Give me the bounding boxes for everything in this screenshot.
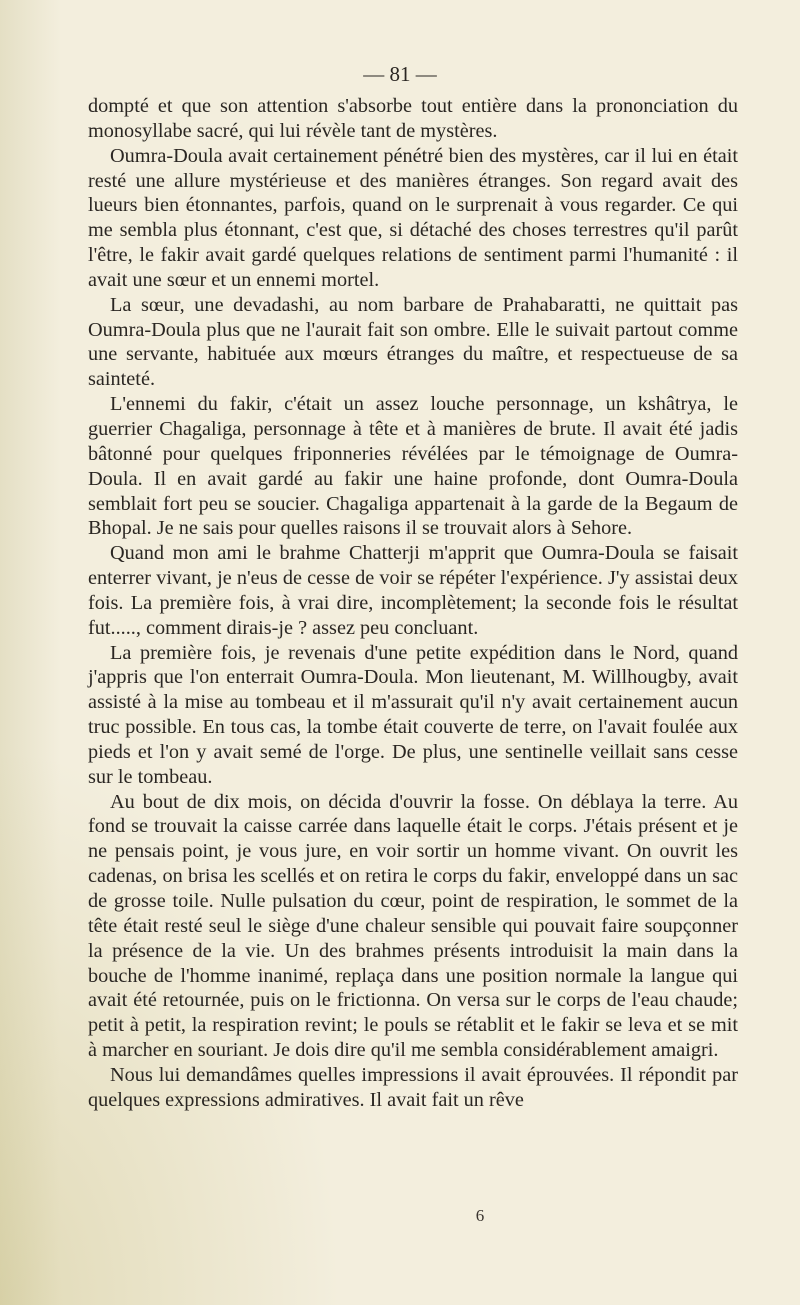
paragraph-7: Au bout de dix mois, on décida d'ouvrir la fosse. On déblaya la terre. Au fond se trouvait la caisse carrée dans laquelle était le corps. J'étais présent et je ne pensais point, je vous jure, en voir sortir un homme vivant. On ouvrit les cadenas, on brisa les scellés et on retira le corps du fakir, enveloppé dans un sac de grosse toile. Nulle pulsation du cœur, point de respiration, le sommet de la tête était resté seul le siège d'une chaleur sensible qui pouvait faire soupçonner la présence de la vie. Un des brahmes présents introduisit la main dans la bouche de l'homme inanimé, replaça dans une position normale la langue qui avait été retournée, puis on le frictionna. On versa sur le corps de l'eau chaude; petit à petit, la respiration revint; le pouls se rétablit et le fakir se leva et se mit à marcher en souriant. Je dois dire qu'il me sembla considérablement amaigri.	[88, 790, 738, 1062]
paragraph-8: Nous lui demandâmes quelles impressions il avait éprouvées. Il répondit par quelques expressions admiratives. Il avait fait un rêve	[88, 1063, 738, 1111]
paragraph-5: Quand mon ami le brahme Chatterji m'apprit que Oumra-Doula se faisait enterrer vivant, je n'eus de cesse de voir se répéter l'expérience. J'y assistai deux fois. La première fois, à vrai dire, incomplètement; la seconde fois le résultat fut....., comment dirais-je ? assez peu concluant.	[88, 542, 738, 639]
signature-mark: 6	[475, 1206, 485, 1225]
paragraph-1: dompté et que son attention s'absorbe tout entière dans la prononciation du monosyllabe sacré, qui lui révèle tant de mystères.	[88, 95, 738, 142]
body-text	[88, 94, 738, 1113]
page-number: — 81 —	[363, 62, 437, 86]
paragraph-3: La sœur, une devadashi, au nom barbare de Prahabaratti, ne quittait pas Oumra-Doula plus que ne l'aurait fait son ombre. Elle le suivait partout comme une servante, habituée aux mœurs étranges du maître, et respectueuse de sa sainteté.	[88, 293, 738, 391]
paragraph-6: La première fois, je revenais d'une petite expédition dans le Nord, quand j'appris que l'on enterrait Oumra-Doula. Mon lieutenant, M. Willhougby, avait assisté à la mise au tombeau et il m'assurait qu'il n'y avait certainement aucun truc possible. En tous cas, la tombe était couverte de terre, on l'avait foulée aux pieds et l'on y avait semé de l'orge. De plus, une sentinelle veillait sans cesse sur le tombeau.	[88, 641, 738, 788]
paragraph-4: L'ennemi du fakir, c'était un assez louche personnage, un kshâtrya, le guerrier Chagaliga, personnage à tête et à manières de brute. Il avait été jadis bâtonné pour quelques friponneries révélées par le témoignage de Oumra-Doula. Il en avait gardé au fakir une haine profonde, dont Oumra-Doula semblait fort peu se soucier. Chagaliga appartenait à la garde de la Begaum de Bhopal. Je ne sais pour quelles raisons il se trouvait alors à Sehore.	[88, 393, 738, 540]
paragraph-2: Oumra-Doula avait certainement pénétré bien des mystères, car il lui en était resté une allure mystérieuse et des manières étranges. Son regard avait des lueurs bien étonnantes, parfois, quand on le surprenait à vous regarder. Ce qui me sembla plus étonnant, c'est que, si détaché des choses terrestres qu'il parût l'être, le fakir avait gardé quelques relations de sentiment parmi l'humanité : il avait une sœur et un ennemi mortel.	[88, 144, 738, 291]
